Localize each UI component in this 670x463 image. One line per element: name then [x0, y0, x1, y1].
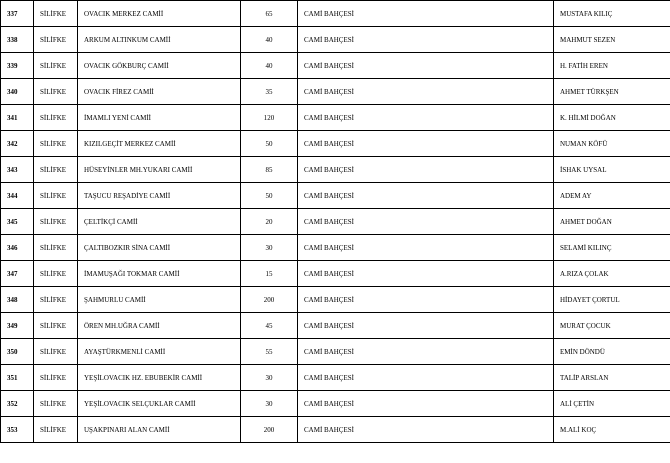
mosque-name-cell: AYAŞTÜRKMENLİ CAMİİ: [78, 339, 241, 365]
table-row: [1, 183, 670, 209]
row-number-cell: 346: [1, 235, 34, 261]
responsible-person-cell: MURAT ÇOCUK: [554, 313, 670, 339]
location-cell: CAMİ BAHÇESİ: [298, 287, 554, 313]
table-row: [1, 105, 670, 131]
location-cell: CAMİ BAHÇESİ: [298, 53, 554, 79]
district-cell: SİLİFKE: [34, 105, 78, 131]
row-number-cell: 345: [1, 209, 34, 235]
table-row: [1, 391, 670, 417]
location-cell: CAMİ BAHÇESİ: [298, 261, 554, 287]
responsible-person-cell: HİDAYET ÇORTUL: [554, 287, 670, 313]
capacity-cell: 200: [241, 287, 298, 313]
row-number-cell: 343: [1, 157, 34, 183]
district-cell: SİLİFKE: [34, 235, 78, 261]
location-cell: CAMİ BAHÇESİ: [298, 313, 554, 339]
location-cell: CAMİ BAHÇESİ: [298, 339, 554, 365]
row-number-cell: 341: [1, 105, 34, 131]
district-cell: SİLİFKE: [34, 209, 78, 235]
table-row: [1, 417, 670, 443]
district-cell: SİLİFKE: [34, 417, 78, 443]
row-number-cell: 351: [1, 365, 34, 391]
district-cell: SİLİFKE: [34, 1, 78, 27]
district-cell: SİLİFKE: [34, 391, 78, 417]
responsible-person-cell: ADEM AY: [554, 183, 670, 209]
capacity-cell: 65: [241, 1, 298, 27]
responsible-person-cell: AHMET DOĞAN: [554, 209, 670, 235]
capacity-cell: 15: [241, 261, 298, 287]
table-row: [1, 235, 670, 261]
capacity-cell: 35: [241, 79, 298, 105]
row-number-cell: 337: [1, 1, 34, 27]
district-cell: SİLİFKE: [34, 79, 78, 105]
location-cell: CAMİ BAHÇESİ: [298, 391, 554, 417]
district-cell: SİLİFKE: [34, 183, 78, 209]
row-number-cell: 349: [1, 313, 34, 339]
district-cell: SİLİFKE: [34, 313, 78, 339]
district-cell: SİLİFKE: [34, 27, 78, 53]
capacity-cell: 40: [241, 27, 298, 53]
location-cell: CAMİ BAHÇESİ: [298, 1, 554, 27]
responsible-person-cell: EMİN DÖNDÜ: [554, 339, 670, 365]
responsible-person-cell: M.ALİ KOÇ: [554, 417, 670, 443]
mosque-name-cell: YEŞİLOVACIK SELÇUKLAR CAMİİ: [78, 391, 241, 417]
location-cell: CAMİ BAHÇESİ: [298, 105, 554, 131]
table-row: [1, 1, 670, 27]
capacity-cell: 55: [241, 339, 298, 365]
row-number-cell: 342: [1, 131, 34, 157]
row-number-cell: 339: [1, 53, 34, 79]
location-cell: CAMİ BAHÇESİ: [298, 209, 554, 235]
responsible-person-cell: H. FATİH EREN: [554, 53, 670, 79]
responsible-person-cell: MUSTAFA KILIÇ: [554, 1, 670, 27]
responsible-person-cell: NUMAN KÖFÜ: [554, 131, 670, 157]
mosque-name-cell: İMAMUŞAĞI TOKMAR CAMİİ: [78, 261, 241, 287]
capacity-cell: 200: [241, 417, 298, 443]
capacity-cell: 30: [241, 235, 298, 261]
table-row: [1, 53, 670, 79]
table-row: [1, 131, 670, 157]
capacity-cell: 85: [241, 157, 298, 183]
row-number-cell: 347: [1, 261, 34, 287]
location-cell: CAMİ BAHÇESİ: [298, 365, 554, 391]
capacity-cell: 30: [241, 391, 298, 417]
responsible-person-cell: AHMET TÜRKŞEN: [554, 79, 670, 105]
location-cell: CAMİ BAHÇESİ: [298, 235, 554, 261]
responsible-person-cell: MAHMUT SEZEN: [554, 27, 670, 53]
table-row: [1, 27, 670, 53]
capacity-cell: 50: [241, 183, 298, 209]
location-cell: CAMİ BAHÇESİ: [298, 131, 554, 157]
mosque-name-cell: İMAMLI YENİ CAMİİ: [78, 105, 241, 131]
mosque-name-cell: OVACIK MERKEZ CAMİİ: [78, 1, 241, 27]
responsible-person-cell: İSHAK UYSAL: [554, 157, 670, 183]
responsible-person-cell: SELAMİ KILINÇ: [554, 235, 670, 261]
district-cell: SİLİFKE: [34, 339, 78, 365]
mosque-name-cell: UŞAKPINARI ALAN CAMİİ: [78, 417, 241, 443]
table-row: [1, 339, 670, 365]
district-cell: SİLİFKE: [34, 287, 78, 313]
district-cell: SİLİFKE: [34, 131, 78, 157]
table-row: [1, 157, 670, 183]
table-row: [1, 261, 670, 287]
responsible-person-cell: ALİ ÇETİN: [554, 391, 670, 417]
district-cell: SİLİFKE: [34, 261, 78, 287]
capacity-cell: 40: [241, 53, 298, 79]
mosque-name-cell: HÜSEYİNLER MH.YUKARI CAMİİ: [78, 157, 241, 183]
mosque-name-cell: KIZILGEÇİT MERKEZ CAMİİ: [78, 131, 241, 157]
row-number-cell: 344: [1, 183, 34, 209]
mosque-name-cell: OVACIK FİREZ CAMİİ: [78, 79, 241, 105]
capacity-cell: 120: [241, 105, 298, 131]
mosque-name-cell: ÇALTIBOZKIR SİNA CAMİİ: [78, 235, 241, 261]
responsible-person-cell: TALİP ARSLAN: [554, 365, 670, 391]
capacity-cell: 50: [241, 131, 298, 157]
location-cell: CAMİ BAHÇESİ: [298, 27, 554, 53]
mosque-name-cell: ARKUM ALTINKUM CAMİİ: [78, 27, 241, 53]
table-row: [1, 79, 670, 105]
responsible-person-cell: A.RIZA ÇOLAK: [554, 261, 670, 287]
row-number-cell: 350: [1, 339, 34, 365]
mosque-name-cell: ÖREN MH.UĞRA CAMİİ: [78, 313, 241, 339]
location-cell: CAMİ BAHÇESİ: [298, 417, 554, 443]
table-row: [1, 365, 670, 391]
mosque-name-cell: ÇELTİKÇİ CAMİİ: [78, 209, 241, 235]
table-row: [1, 287, 670, 313]
capacity-cell: 30: [241, 365, 298, 391]
responsible-person-cell: K. HİLMİ DOĞAN: [554, 105, 670, 131]
mosque-name-cell: TAŞUCU REŞADİYE CAMİİ: [78, 183, 241, 209]
row-number-cell: 348: [1, 287, 34, 313]
table-row: [1, 209, 670, 235]
row-number-cell: 340: [1, 79, 34, 105]
mosque-name-cell: YEŞİLOVACIK HZ. EBUBEKİR CAMİİ: [78, 365, 241, 391]
district-cell: SİLİFKE: [34, 365, 78, 391]
capacity-cell: 45: [241, 313, 298, 339]
mosque-name-cell: OVACIK GÖKBURÇ CAMİİ: [78, 53, 241, 79]
row-number-cell: 352: [1, 391, 34, 417]
location-cell: CAMİ BAHÇESİ: [298, 183, 554, 209]
row-number-cell: 338: [1, 27, 34, 53]
district-cell: SİLİFKE: [34, 157, 78, 183]
district-cell: SİLİFKE: [34, 53, 78, 79]
mosque-name-cell: ŞAHMURLU CAMİİ: [78, 287, 241, 313]
capacity-cell: 20: [241, 209, 298, 235]
table-body: [1, 1, 670, 443]
location-cell: CAMİ BAHÇESİ: [298, 157, 554, 183]
table-row: [1, 313, 670, 339]
location-cell: CAMİ BAHÇESİ: [298, 79, 554, 105]
row-number-cell: 353: [1, 417, 34, 443]
